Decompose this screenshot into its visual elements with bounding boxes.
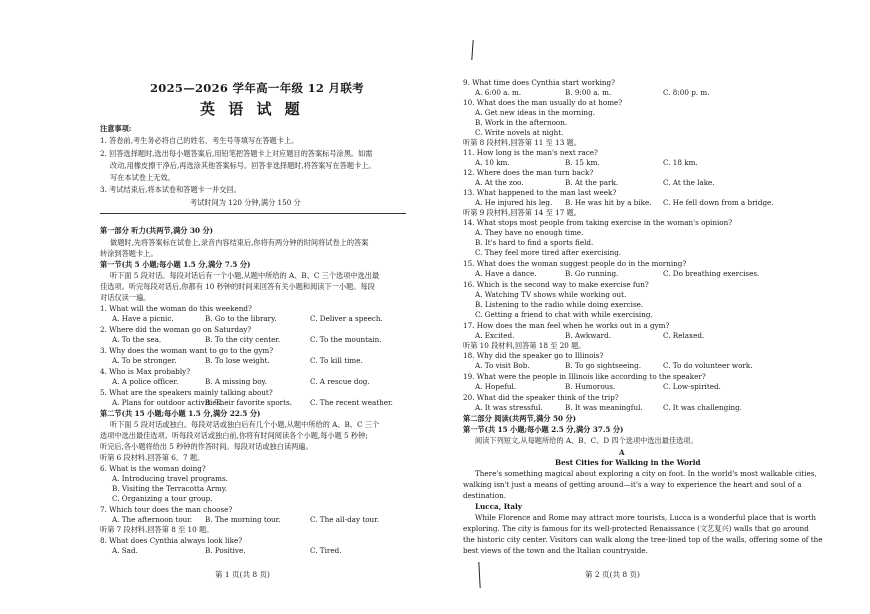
section2-desc: 听下面 5 段对话或独白。每段对话或独白后有几个小题,从题中所给的 A、B、C 三个 bbox=[110, 420, 380, 429]
question-10: 10. What does the man usually do at home? bbox=[463, 98, 623, 107]
material-7-note: 听第 7 段材料,回答第 8 至 10 题。 bbox=[100, 525, 214, 534]
material-6-note: 听第 6 段材料,回答第 6、7 题。 bbox=[100, 453, 205, 462]
q20-option-c: C. It was challenging. bbox=[663, 403, 743, 412]
passage-line: destination. bbox=[463, 491, 507, 500]
section1-heading: 第一节(共 5 小题;每小题 1.5 分,满分 7.5 分) bbox=[100, 260, 251, 269]
scan-mark bbox=[478, 562, 480, 588]
q8-option-c: C. Tired. bbox=[310, 546, 342, 555]
q8-option-a: A. Sad. bbox=[112, 546, 138, 555]
notice-line: 改动,用橡皮擦干净后,再选涂其他答案标号。回答非选择题时,将答案写在答题卡上。 bbox=[110, 161, 376, 170]
question-17: 17. How does the man feel when he works out in a gym? bbox=[463, 321, 670, 330]
q11-option-a: A. 10 km. bbox=[475, 158, 510, 167]
q17-option-b: B. Awkward. bbox=[565, 331, 611, 340]
notice-line: 1. 答卷前,考生务必将自己的姓名、考生号等填写在答题卡上。 bbox=[100, 136, 299, 145]
q14-option-a: A. They have no enough time. bbox=[475, 228, 584, 237]
passage-line: There's something magical about exploring a city on foot. In the world's most walkable cities, bbox=[475, 469, 817, 478]
question-4: 4. Who is Max probably? bbox=[100, 367, 191, 376]
q19-option-a: A. Hopeful. bbox=[475, 382, 517, 391]
notice-line: 写在本试卷上无效。 bbox=[110, 173, 175, 182]
q1-option-a: A. Have a picnic. bbox=[112, 314, 174, 323]
q12-option-a: A. At the zoo. bbox=[475, 178, 524, 187]
q2-option-c: C. To the mountain. bbox=[310, 335, 382, 344]
q7-option-a: A. The afternoon tour. bbox=[112, 515, 193, 524]
q2-option-a: A. To the sea. bbox=[112, 335, 162, 344]
exam-subject: 英 语 试 题 bbox=[200, 100, 304, 118]
passage-line: exploring. The city is famous for its well-protected Renaissance (文艺复兴) walls that go around bbox=[463, 524, 809, 533]
q4-option-b: B. A missing boy. bbox=[205, 377, 267, 386]
section1-desc: 对话仅读一遍。 bbox=[100, 293, 151, 302]
q19-option-c: C. Low-spirited. bbox=[663, 382, 721, 391]
divider bbox=[100, 213, 406, 214]
q9-option-c: C. 8:00 p. m. bbox=[663, 88, 710, 97]
q18-option-c: C. To do volunteer work. bbox=[663, 361, 753, 370]
q20-option-b: B. It was meaningful. bbox=[565, 403, 643, 412]
q15-option-c: C. Do breathing exercises. bbox=[663, 269, 760, 278]
q15-option-a: A. Have a dance. bbox=[475, 269, 537, 278]
section2-desc: 听完后,各小题将给出 5 秒钟的作答时间。每段对话或独白读两遍。 bbox=[100, 442, 313, 451]
question-19: 19. What were the people in Illinois like according to the speaker? bbox=[463, 372, 706, 381]
part2-heading: 第二部分 阅读(共两节,满分 50 分) bbox=[463, 414, 577, 423]
q12-option-b: B. At the park. bbox=[565, 178, 619, 187]
q10-option-c: C. Write novels at night. bbox=[475, 128, 564, 137]
q7-option-c: C. The all-day tour. bbox=[310, 515, 380, 524]
question-14: 14. What stops most people from taking exercise in the woman's opinion? bbox=[463, 218, 733, 227]
passage-title: Best Cities for Walking in the World bbox=[555, 458, 701, 467]
passage-letter: A bbox=[619, 448, 625, 457]
q10-option-a: A. Get new ideas in the morning. bbox=[475, 108, 595, 117]
question-18: 18. Why did the speaker go to Illinois? bbox=[463, 351, 604, 360]
q14-option-b: B. It's hard to find a sports field. bbox=[475, 238, 594, 247]
q11-option-c: C. 18 km. bbox=[663, 158, 698, 167]
q9-option-b: B. 9:00 a. m. bbox=[565, 88, 612, 97]
material-8-note: 听第 8 段材料,回答第 11 至 13 题。 bbox=[463, 138, 581, 147]
passage-subheading: Lucca, Italy bbox=[475, 502, 522, 511]
q9-option-a: A. 6:00 a. m. bbox=[475, 88, 522, 97]
question-5: 5. What are the speakers mainly talking about? bbox=[100, 388, 273, 397]
q11-option-b: B. 15 km. bbox=[565, 158, 600, 167]
q12-option-c: C. At the lake. bbox=[663, 178, 715, 187]
q10-option-b: B. Work in the afternoon. bbox=[475, 118, 568, 127]
q13-option-b: B. He was hit by a bike. bbox=[565, 198, 652, 207]
q16-option-c: C. Getting a friend to chat with while exercising. bbox=[475, 310, 653, 319]
q6-option-a: A. Introducing travel programs. bbox=[112, 474, 228, 483]
q20-option-a: A. It was stressful. bbox=[475, 403, 543, 412]
question-8: 8. What does Cynthia always look like? bbox=[100, 536, 243, 545]
q1-option-b: B. Go to the library. bbox=[205, 314, 277, 323]
page-footer: 第 2 页(共 8 页) bbox=[585, 570, 640, 579]
part1-desc: 做题时,先将答案标在试卷上,录音内容结束后,你将有两分钟的时间将试卷上的答案 bbox=[110, 238, 369, 247]
exam-title: 2025—2026 学年高一年级 12 月联考 bbox=[150, 81, 364, 95]
material-9-note: 听第 9 段材料,回答第 14 至 17 题。 bbox=[463, 208, 581, 217]
question-20: 20. What did the speaker think of the trip? bbox=[463, 393, 619, 402]
right-page bbox=[435, 0, 870, 614]
passage-line: walking isn't just a means of getting around—it's a way to experience the heart and soul of a bbox=[463, 480, 802, 489]
question-9: 9. What time does Cynthia start working? bbox=[463, 78, 616, 87]
passage-line: While Florence and Rome may attract more tourists, Lucca is a wonderful place that is worth bbox=[475, 513, 817, 522]
q13-option-a: A. He injured his leg. bbox=[475, 198, 553, 207]
question-16: 16. Which is the second way to make exercise fun? bbox=[463, 280, 649, 289]
q6-option-c: C. Organizing a tour group. bbox=[112, 494, 213, 503]
q15-option-b: B. Go running. bbox=[565, 269, 619, 278]
question-11: 11. How long is the man's next race? bbox=[463, 148, 598, 157]
q5-option-c: C. The recent weather. bbox=[310, 398, 393, 407]
passage-line: best views of the town and the Italian countryside. bbox=[463, 546, 648, 555]
q2-option-b: B. To the city center. bbox=[205, 335, 281, 344]
question-1: 1. What will the woman do this weekend? bbox=[100, 304, 252, 313]
exam-info: 考试时间为 120 分钟,满分 150 分 bbox=[190, 198, 301, 207]
question-2: 2. Where did the woman go on Saturday? bbox=[100, 325, 252, 334]
q16-option-b: B. Listening to the radio while doing exercise. bbox=[475, 300, 644, 309]
section2-heading: 第二节(共 15 小题;每小题 1.5 分,满分 22.5 分) bbox=[100, 409, 261, 418]
q17-option-a: A. Excited. bbox=[475, 331, 515, 340]
q13-option-c: C. He fell down from a bridge. bbox=[663, 198, 774, 207]
q19-option-b: B. Humorous. bbox=[565, 382, 616, 391]
q16-option-a: A. Watching TV shows while working out. bbox=[475, 290, 627, 299]
question-6: 6. What is the woman doing? bbox=[100, 464, 206, 473]
question-3: 3. Why does the woman want to go to the gym? bbox=[100, 346, 274, 355]
part1-heading: 第一部分 听力(共两节,满分 30 分) bbox=[100, 226, 214, 235]
q3-option-b: B. To lose weight. bbox=[205, 356, 270, 365]
page-footer: 第 1 页(共 8 页) bbox=[215, 570, 270, 579]
q7-option-b: B. The morning tour. bbox=[205, 515, 281, 524]
notice-heading: 注意事项: bbox=[100, 124, 132, 133]
q8-option-b: B. Positive. bbox=[205, 546, 246, 555]
question-15: 15. What does the woman suggest people do in the morning? bbox=[463, 259, 687, 268]
section1-desc: 听下面 5 段对话。每段对话后有一个小题,从题中所给的 A、B、C 三个选项中选出最 bbox=[110, 271, 380, 280]
q5-option-b: B. Their favorite sports. bbox=[205, 398, 292, 407]
q3-option-a: A. To be stronger. bbox=[112, 356, 177, 365]
q4-option-a: A. A police officer. bbox=[112, 377, 179, 386]
q18-option-b: B. To go sightseeing. bbox=[565, 361, 642, 370]
section2-desc: 选项中选出最佳选项。听每段对话或独白前,你将有时间阅读各个小题,每小题 5 秒钟; bbox=[100, 431, 368, 440]
scan-mark bbox=[471, 40, 473, 60]
q1-option-c: C. Deliver a speech. bbox=[310, 314, 383, 323]
q17-option-c: C. Relaxed. bbox=[663, 331, 705, 340]
q14-option-c: C. They feel more tired after exercising. bbox=[475, 248, 622, 257]
question-13: 13. What happened to the man last week? bbox=[463, 188, 617, 197]
part2-desc: 阅读下列短文,从每题所给的 A、B、C、D 四个选项中选出最佳选项。 bbox=[475, 436, 698, 445]
q5-option-a: A. Plans for outdoor activities. bbox=[112, 398, 223, 407]
question-12: 12. Where does the man turn back? bbox=[463, 168, 594, 177]
material-10-note: 听第 10 段材料,回答第 18 至 20 题。 bbox=[463, 341, 586, 350]
passage-line: the historic city center. Visitors can walk along the tree-lined top of the walls, offering some of the bbox=[463, 535, 823, 544]
part1-desc: 转涂到答题卡上。 bbox=[100, 249, 158, 258]
q6-option-b: B. Visiting the Terracotta Army. bbox=[112, 484, 228, 493]
section1-desc: 佳选项。听完每段对话后,你都有 10 秒钟的时间来回答有关小题和阅读下一小题。每段 bbox=[100, 282, 375, 291]
q18-option-a: A. To visit Bob. bbox=[475, 361, 530, 370]
q3-option-c: C. To kill time. bbox=[310, 356, 363, 365]
part2-section1-heading: 第一节(共 15 小题;每小题 2.5 分,满分 37.5 分) bbox=[463, 425, 624, 434]
notice-line: 3. 考试结束后,将本试卷和答题卡一并交回。 bbox=[100, 185, 241, 194]
q4-option-c: C. A rescue dog. bbox=[310, 377, 370, 386]
notice-line: 2. 回答选择题时,选出每小题答案后,用铅笔把答题卡上对应题目的答案标号涂黑。如需 bbox=[100, 149, 373, 158]
question-7: 7. Which tour does the man choose? bbox=[100, 505, 233, 514]
